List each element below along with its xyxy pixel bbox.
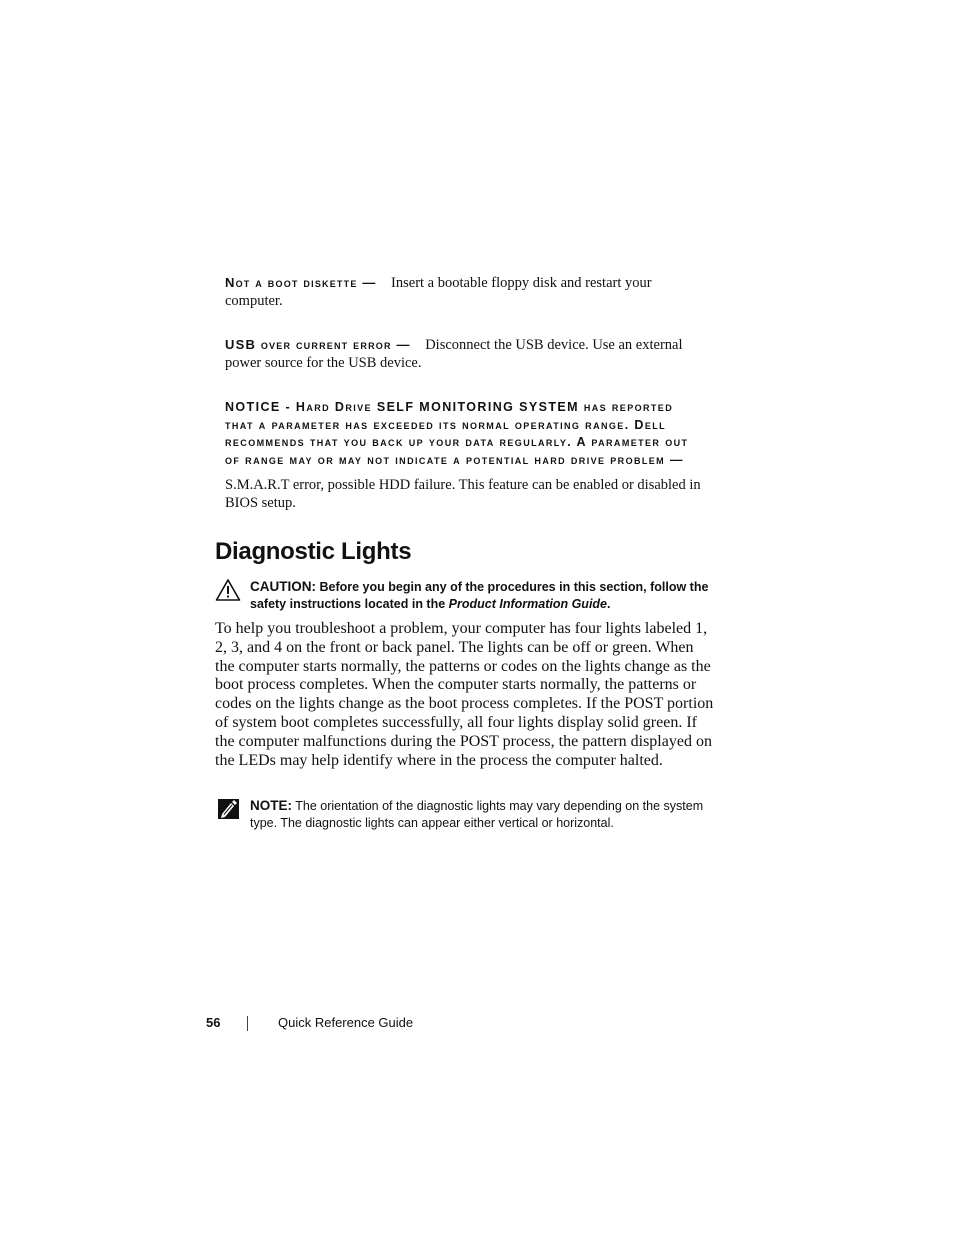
error-description: S.M.A.R.T error, possible HDD failure. This feature can be enabled or disabled in BIOS setup.	[225, 477, 701, 511]
note-text	[250, 797, 710, 832]
caution-body: Before you begin any of the procedures in this section, follow the safety instructions located in the	[250, 580, 709, 611]
section-heading: Diagnostic Lights	[215, 538, 412, 565]
diagnostic-lights-paragraph: To help you troubleshoot a problem, your computer has four lights labeled 1, 2, 3, and 4 on the front or back panel. The lights can be off or green. When the computer starts normally, the patterns or codes on the lights change as the boot process completes. When the computer starts normally, the patterns or codes on the lights change as the boot process completes. If the POST portion of system boot completes successfully, all four lights display solid green. If the computer malfunctions during the POST process, the pattern displayed on the LEDs may help identify where in the process the computer halted.	[215, 620, 714, 769]
note-label: NOTE:	[250, 798, 292, 813]
error-entry-hdd-smart-notice	[225, 399, 705, 512]
caution-emphasis: Product Information Guide	[448, 597, 608, 611]
caution-label: CAUTION:	[250, 579, 316, 594]
pencil-note-icon	[215, 797, 241, 821]
page-number: 56	[206, 1015, 221, 1030]
footer-divider	[247, 1016, 248, 1031]
caution-end: .	[607, 597, 611, 611]
error-term: Not a boot diskette —	[225, 275, 377, 290]
error-entry-usb-over-current	[225, 336, 705, 372]
note-body: The orientation of the diagnostic lights may vary depending on the system type. The diagnostic lights can appear either vertical or horizontal.	[250, 799, 704, 830]
error-entry-not-a-boot-diskette	[225, 274, 705, 310]
error-term: USB over current error —	[225, 337, 411, 352]
error-term: NOTICE - Hard Drive SELF MONITORING SYSTEM has reported that a parameter has exceeded its normal operating range. Dell recommends that you back up your data regularly. A parameter out of range may or may not indicate a potential hard drive problem —	[225, 400, 689, 467]
page-footer	[0, 1015, 954, 1035]
error-description: Insert a bootable floppy disk and restart your computer.	[225, 275, 652, 309]
caution-text	[250, 578, 710, 613]
footer-title: Quick Reference Guide	[278, 1015, 414, 1030]
error-description: Disconnect the USB device. Use an external power source for the USB device.	[225, 337, 683, 371]
warning-triangle-icon	[215, 578, 241, 602]
